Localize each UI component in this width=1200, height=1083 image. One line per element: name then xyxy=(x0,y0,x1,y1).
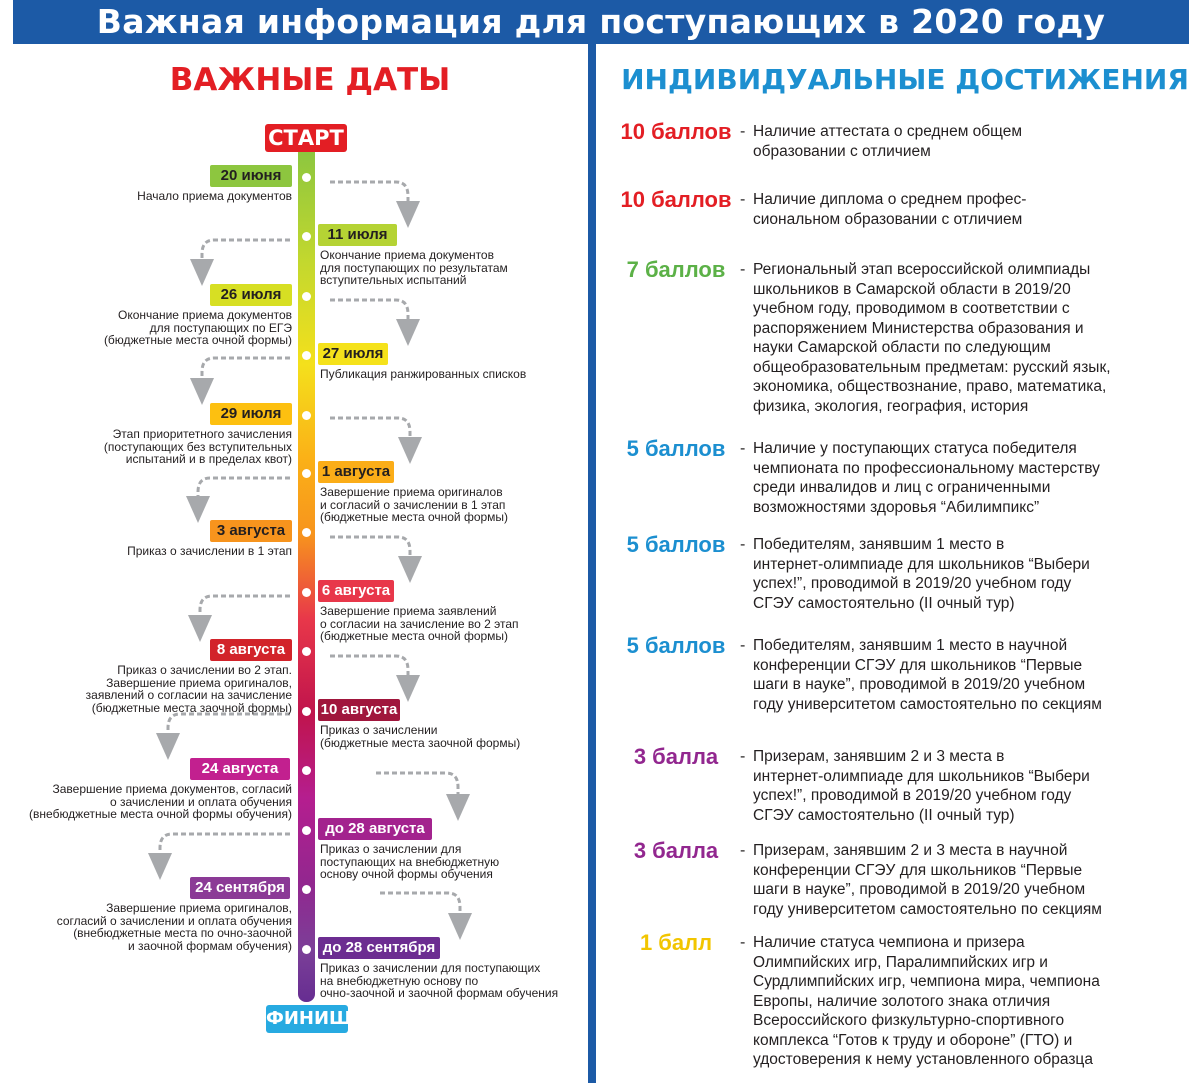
connector-arrow xyxy=(330,182,408,216)
connector-arrow xyxy=(200,596,290,630)
event-description xyxy=(29,783,292,821)
achievement-line: комплекса “Готов к труду и обороне” (ГТО) и xyxy=(753,1031,1073,1049)
event-line: Окончание приема документов xyxy=(320,248,494,262)
event-description xyxy=(104,309,292,347)
points-value: 5 баллов xyxy=(626,532,726,557)
event-description xyxy=(320,486,508,524)
points-dash: - xyxy=(740,536,746,553)
achievement-line: Региональный этап всероссийской олимпиады xyxy=(753,261,1091,278)
date-label: 20 июня xyxy=(210,165,292,187)
achievement-line: Призерам, занявшим 2 и 3 места в xyxy=(753,748,1005,765)
achievement-line: науки Самарской области по следующим xyxy=(753,339,1051,356)
event-line: (бюджетные места очной формы) xyxy=(103,333,292,347)
achievement-line: физика, экология, география, история xyxy=(753,397,1029,415)
axis-dot xyxy=(302,826,311,835)
achievement-description xyxy=(753,122,1022,161)
axis-dot xyxy=(302,469,311,478)
achievement-line: школьников в Самарской области в 2019/20 xyxy=(753,280,1071,298)
event-line: Завершение приема заявлений xyxy=(320,604,497,618)
axis-dot xyxy=(302,588,311,597)
achievement-line: экономика, обществознание, право, математика, xyxy=(753,378,1107,395)
points-dash: - xyxy=(740,123,746,140)
achievement-line: Победителям, занявшим 1 место в xyxy=(753,536,1005,553)
connector-arrow xyxy=(202,358,290,393)
achievement-line: конференции СГЭУ для школьников “Первые xyxy=(753,861,1083,879)
axis-dot xyxy=(302,707,311,716)
achievement-line: чемпионата по профессиональному мастерству xyxy=(753,459,1100,477)
event-line: (внебюджетные места по очно-заочной xyxy=(73,926,292,940)
achievement-line: году университетом самостоятельно по секциям xyxy=(753,695,1102,713)
event-description xyxy=(320,843,499,881)
achievement-line: сиональном образовании с отличием xyxy=(753,210,1023,228)
axis-dot xyxy=(302,945,311,954)
connector-arrow xyxy=(330,418,410,452)
achievement-line: Наличие статуса чемпиона и призера xyxy=(753,934,1025,951)
points-dash: - xyxy=(740,748,746,765)
event-line: (бюджетные места заочной формы) xyxy=(320,735,521,750)
achievement-line: распоряжением Министерства образования и xyxy=(753,319,1084,337)
points-value: 5 баллов xyxy=(626,633,726,658)
connector-arrow xyxy=(202,240,290,274)
points-value: 10 баллов xyxy=(620,119,732,144)
achievement-line: Сурдлимпийских игр, чемпиона мира, чемпиона xyxy=(753,973,1100,990)
achievement-line: учебном году, проводимом в соответствии с xyxy=(753,300,1070,317)
date-label: 1 августа xyxy=(318,461,394,483)
event-line: Завершение приема документов, согласий xyxy=(52,782,292,796)
event-description xyxy=(320,724,520,749)
achievement-description xyxy=(753,933,1100,1070)
event-line: на внебюджетную основу по xyxy=(320,973,479,988)
event-description xyxy=(320,249,508,287)
dates-heading: ВАЖНЫЕ ДАТЫ xyxy=(169,62,451,98)
points-dash: - xyxy=(740,261,746,278)
event-description xyxy=(127,545,292,558)
connector-arrow xyxy=(380,893,460,928)
date-label: 6 августа xyxy=(318,580,394,602)
date-label: 24 августа xyxy=(190,758,290,780)
points-dash: - xyxy=(740,637,746,654)
event-description xyxy=(320,962,558,1000)
axis-dot xyxy=(302,292,311,301)
event-line: Завершение приема оригиналов, xyxy=(106,675,292,690)
achievement-line: Призерам, занявшим 2 и 3 места в научной xyxy=(753,842,1068,859)
axis-dot xyxy=(302,647,311,656)
event-line: Приказ о зачислении в 1 этап xyxy=(127,544,292,558)
finish-label: ФИНИШ xyxy=(266,1005,348,1033)
date-label: 29 июля xyxy=(210,403,292,425)
axis-dot xyxy=(302,766,311,775)
points-value: 7 баллов xyxy=(626,257,726,282)
achievement-line: Олимпийских игр, Паралимпийских игр и xyxy=(753,953,1048,971)
connector-arrow xyxy=(198,478,290,511)
event-line: очно-заочной и заочной формам обучения xyxy=(320,986,559,1000)
connector-arrow xyxy=(330,656,408,690)
axis-dot xyxy=(302,351,311,360)
date-label: 27 июля xyxy=(318,343,388,365)
page-title: Важная информация для поступающих в 2020 году xyxy=(96,2,1106,41)
date-label: 8 августа xyxy=(210,639,292,661)
achievement-line: конференции СГЭУ для школьников “Первые xyxy=(753,656,1083,674)
points-value: 10 баллов xyxy=(620,187,732,212)
achievement-description xyxy=(753,260,1111,416)
event-line: Начало приема документов xyxy=(137,189,292,203)
event-description xyxy=(57,902,292,952)
achievement-line: общеобразовательным предметам: русский язык, xyxy=(753,358,1111,376)
event-description xyxy=(86,664,292,714)
event-line: для поступающих по результатам xyxy=(320,260,508,275)
event-line: о зачислении и оплата обучения xyxy=(110,794,292,809)
date-label: 26 июля xyxy=(210,284,292,306)
points-value: 1 балл xyxy=(639,930,713,955)
achievement-line: Европы, наличие золотого знака отличия xyxy=(753,992,1051,1010)
achievement-line: СГЭУ самостоятельно (II очный тур) xyxy=(753,594,1015,612)
achievement-description xyxy=(753,747,1090,825)
achievement-description xyxy=(753,190,1026,229)
achievement-line: интернет-олимпиаде для школьников “Выбери xyxy=(753,555,1090,573)
event-line: для поступающих по ЕГЭ xyxy=(149,320,292,335)
points-dash: - xyxy=(740,440,746,457)
date-label: до 28 сентября xyxy=(318,937,440,959)
event-line: согласий о зачислении и оплата обучения xyxy=(56,913,292,928)
connector-arrow xyxy=(330,300,408,334)
axis-dot xyxy=(302,411,311,420)
event-line: вступительных испытаний xyxy=(320,273,467,287)
achievement-description xyxy=(753,636,1102,714)
event-line: (поступающих без вступительных xyxy=(103,439,292,454)
event-line: и согласий о зачислении в 1 этап xyxy=(320,497,506,512)
event-description xyxy=(320,605,519,643)
points-dash: - xyxy=(740,191,746,208)
date-label: 10 августа xyxy=(318,699,400,721)
points-value: 3 балла xyxy=(633,838,719,863)
achievement-line: образовании с отличием xyxy=(753,142,931,160)
points-value: 3 балла xyxy=(633,744,719,769)
achievement-line: удостоверения к нему установленного образца xyxy=(753,1051,1093,1068)
achievement-line: среди инвалидов и лиц с ограниченными xyxy=(753,479,1051,496)
achievement-description xyxy=(753,841,1102,919)
event-line: о согласии на зачисление во 2 этап xyxy=(320,616,519,631)
event-line: Окончание приема документов xyxy=(118,308,292,322)
event-line: основу очной формы обучения xyxy=(320,867,493,881)
event-line: Завершение приема оригиналов xyxy=(320,485,503,499)
event-line: Приказ о зачислении xyxy=(320,723,438,737)
event-line: заявлений о согласии на зачисление xyxy=(85,688,292,702)
start-label: СТАРТ xyxy=(265,124,347,152)
event-description xyxy=(104,428,292,466)
achievement-line: году университетом самостоятельно по секциям xyxy=(753,900,1102,918)
event-line: испытаний и в пределах квот) xyxy=(125,452,292,466)
event-line: поступающих на внебюджетную xyxy=(320,854,500,869)
achievement-description xyxy=(753,535,1090,613)
achievements-heading: ИНДИВИДУАЛЬНЫЕ ДОСТИЖЕНИЯ xyxy=(621,63,1189,96)
event-line: и заочной формам обучения) xyxy=(128,938,292,953)
achievement-line: Наличие у поступающих статуса победителя xyxy=(753,440,1077,457)
event-line: Приказ о зачислении для поступающих xyxy=(320,961,541,975)
achievement-line: шаги в науке”, проводимой в 2019/20 учебном xyxy=(753,881,1086,898)
event-line: Приказ о зачислении для xyxy=(320,842,462,856)
achievement-line: шаги в науке”, проводимой в 2019/20 учебном xyxy=(753,676,1086,693)
date-label: 24 сентября xyxy=(190,877,290,899)
event-line: (внебюджетные места очной формы обучения) xyxy=(29,807,292,821)
event-line: (бюджетные места очной формы) xyxy=(320,510,509,524)
points-dash: - xyxy=(740,842,746,859)
date-label: до 28 августа xyxy=(318,818,432,840)
axis-dot xyxy=(302,528,311,537)
axis-dot xyxy=(302,232,311,241)
event-line: (бюджетные места очной формы) xyxy=(320,629,509,643)
date-label: 11 июля xyxy=(318,224,397,246)
event-line: (бюджетные места заочной формы) xyxy=(91,700,292,715)
achievement-description xyxy=(753,439,1100,517)
connector-arrow xyxy=(168,714,290,748)
points-value: 5 баллов xyxy=(626,436,726,461)
achievement-line: Всероссийского физкультурно-спортивного xyxy=(753,1012,1065,1029)
achievement-line: СГЭУ самостоятельно (II очный тур) xyxy=(753,806,1015,824)
achievement-line: успех!”, проводимой в 2019/20 учебном году xyxy=(753,575,1072,592)
event-line: Этап приоритетного зачисления xyxy=(112,427,292,441)
event-line: Публикация ранжированных списков xyxy=(320,367,527,381)
axis-dot xyxy=(302,885,311,894)
achievement-line: Наличие аттестата о среднем общем xyxy=(753,123,1023,140)
date-label: 3 августа xyxy=(210,520,292,542)
event-line: Приказ о зачислении во 2 этап. xyxy=(117,663,292,677)
connector-arrow xyxy=(160,834,290,868)
connector-arrow xyxy=(376,773,458,809)
axis-dot xyxy=(302,173,311,182)
connector-arrow xyxy=(330,537,410,571)
event-line: Завершение приема оригиналов, xyxy=(106,901,292,915)
achievement-line: возможностями здоровья “Абилимпикс” xyxy=(753,498,1040,516)
achievement-line: Наличие диплома о среднем профес- xyxy=(753,191,1027,208)
event-description xyxy=(137,190,292,203)
points-dash: - xyxy=(740,934,746,951)
achievement-line: успех!”, проводимой в 2019/20 учебном году xyxy=(753,787,1072,804)
achievement-line: интернет-олимпиаде для школьников “Выбери xyxy=(753,767,1090,785)
event-description xyxy=(320,368,526,381)
achievement-line: Победителям, занявшим 1 место в научной xyxy=(753,637,1068,654)
